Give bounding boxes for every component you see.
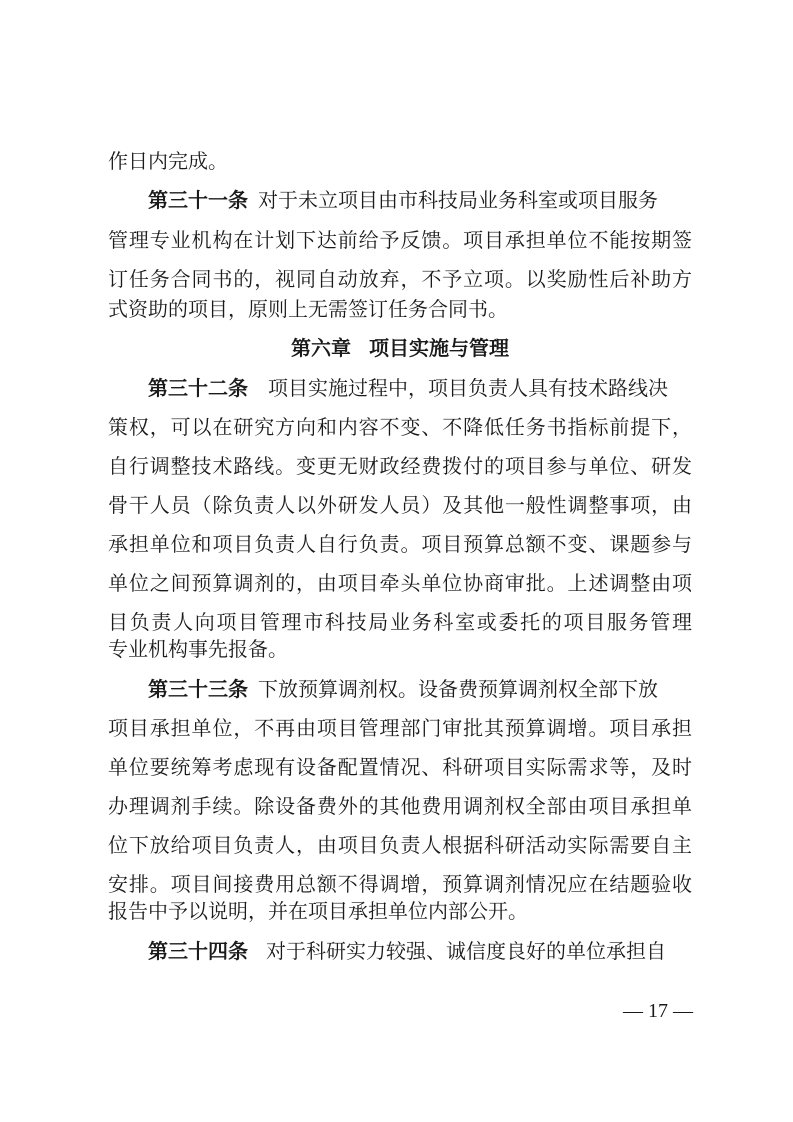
paragraph-line: 专业机构事先报备。 (108, 637, 288, 661)
paragraph-line: 作日内完成。 (108, 149, 228, 173)
paragraph-line: 式资助的项目，原则上无需签订任务合同书。 (108, 297, 508, 321)
paragraph-line: 项目承担单位，不再由项目管理部门审批其预算调增。项目承担 (108, 716, 692, 740)
page-number: — 17 — (623, 1000, 693, 1022)
paragraph-line: 安排。项目间接费用总额不得调增，预算调剂情况应在结题验收 (108, 872, 692, 896)
paragraph-line: 目负责人向项目管理市科技局业务科室或委托的项目服务管理 (108, 610, 692, 634)
article-33-first-line (148, 676, 692, 702)
paragraph-line: 承担单位和项目负责人自行负责。项目预算总额不变、课题参与 (108, 532, 692, 556)
article-31-text: 对于未立项目由市科技局业务科室或项目服务 (258, 188, 658, 212)
article-31-first-line (148, 187, 692, 213)
paragraph-line: 管理专业机构在计划下达前给予反馈。项目承担单位不能按期签 (108, 228, 692, 252)
article-33-text: 下放预算调剂权。设备费预算调剂权全部下放 (258, 677, 658, 701)
article-32-text: 项目实施过程中，项目负责人具有技术路线决 (268, 376, 668, 400)
paragraph-line: 骨干人员（除负责人以外研发人员）及其他一般性调整事项，由 (108, 493, 692, 517)
paragraph-line: 办理调剂手续。除设备费外的其他费用调剂权全部由项目承担单 (108, 794, 692, 818)
paragraph-line: 单位之间预算调剂的，由项目牵头单位协商审批。上述调整由项 (108, 571, 692, 595)
paragraph-line: 报告中予以说明，并在项目承担单位内部公开。 (108, 899, 528, 923)
article-32-first-line (148, 375, 692, 401)
article-31-label: 第三十一条 (148, 188, 248, 212)
paragraph-line: 订任务合同书的，视同自动放弃，不予立项。以奖励性后补助方 (108, 267, 692, 291)
article-33-label: 第三十三条 (148, 677, 248, 701)
chapter-heading (108, 335, 692, 361)
article-34-text: 对于科研实力较强、诚信度良好的单位承担自 (266, 939, 666, 963)
paragraph-line: 策权，可以在研究方向和内容不变、不降低任务书指标前提下， (108, 415, 692, 439)
article-32-label: 第三十二条 (148, 376, 248, 400)
article-34-first-line (148, 938, 692, 964)
article-34-label: 第三十四条 (148, 939, 248, 963)
chapter-number: 第六章 (291, 336, 351, 360)
paragraph-line: 单位要统筹考虑现有设备配置情况、科研项目实际需求等，及时 (108, 755, 692, 779)
paragraph-line: 自行调整技术路线。变更无财政经费拨付的项目参与单位、研发 (108, 454, 692, 478)
paragraph-line: 位下放给项目负责人，由项目负责人根据科研活动实际需要自主 (108, 833, 692, 857)
chapter-title: 项目实施与管理 (369, 336, 509, 360)
